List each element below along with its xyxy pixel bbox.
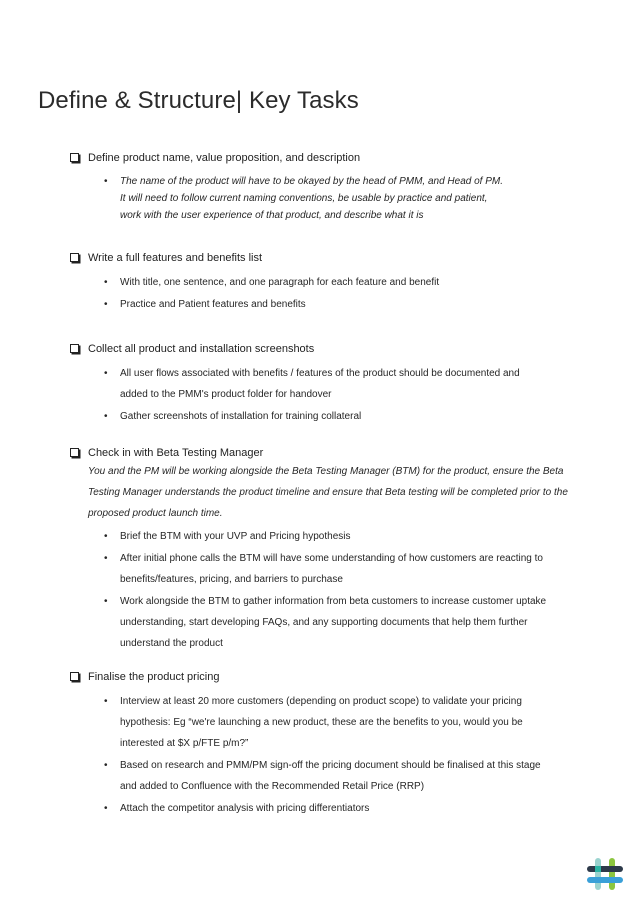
- section-heading-text: Collect all product and installation screenshots: [88, 343, 315, 355]
- bullet-list: [70, 272, 590, 315]
- section-heading-text: Finalise the product pricing: [88, 671, 220, 683]
- bullet-icon: •: [104, 553, 108, 564]
- section-heading: [70, 445, 590, 461]
- bullet-icon: •: [104, 176, 108, 187]
- list-item: work with the user experience of that product, and describe what it is: [120, 210, 424, 221]
- bullet-list: [70, 691, 590, 819]
- list-item: • With title, one sentence, and one paragraph for each feature and benefit: [70, 272, 590, 293]
- list-item: • Practice and Patient features and benefits: [70, 294, 590, 315]
- section-heading: [70, 341, 590, 357]
- bullet-icon: •: [104, 368, 108, 379]
- logo-bar-horizontal-top: [587, 866, 623, 872]
- bullet-icon: •: [104, 531, 108, 542]
- bullet-icon: •: [104, 411, 108, 422]
- list-item: It will need to follow current naming conventions, be usable by practice and patient,: [120, 193, 488, 204]
- bullet-icon: •: [104, 760, 108, 771]
- checkbox-icon: [70, 253, 79, 262]
- bullet-icon: •: [104, 596, 108, 607]
- list-item: interested at $X p/FTE p/m?”: [120, 738, 249, 749]
- bullet-list: [70, 526, 590, 654]
- list-item: added to the PMM's product folder for handover: [120, 389, 332, 400]
- list-item: • Based on research and PMM/PM sign-off the pricing document should be finalised at this stage: [70, 755, 590, 776]
- section-intro: You and the PM will be working alongside the Beta Testing Manager (BTM) for the product, ensure the Beta Testing Manager understands the product timeline and ensure that Beta testing will be completed prior to the proposed product launch time.: [88, 466, 568, 519]
- brand-logo-icon: [585, 856, 625, 892]
- bullet-icon: •: [104, 277, 108, 288]
- list-item: • Work alongside the BTM to gather information from beta customers to increase customer uptake: [70, 591, 590, 612]
- list-item: benefits/features, pricing, and barriers to purchase: [120, 574, 343, 585]
- list-item: and added to Confluence with the Recommended Retail Price (RRP): [120, 781, 425, 792]
- logo-overlap: [595, 866, 601, 872]
- bullet-icon: •: [104, 299, 108, 310]
- section-heading: [70, 669, 590, 685]
- bullet-list: [70, 363, 590, 427]
- bullet-icon: •: [104, 696, 108, 707]
- page-title: Define & Structure| Key Tasks: [38, 87, 359, 114]
- logo-bar-vertical-right: [609, 858, 615, 890]
- section-heading-text: Write a full features and benefits list: [88, 252, 263, 264]
- section-heading: [70, 250, 590, 266]
- list-item: • Interview at least 20 more customers (depending on product scope) to validate your pricing: [70, 691, 590, 712]
- list-item: • After initial phone calls the BTM will have some understanding of how customers are reacting to: [70, 548, 590, 569]
- bullet-list: [70, 173, 590, 224]
- logo-bar-vertical-left: [595, 858, 601, 890]
- task-section-screenshots: [70, 341, 590, 427]
- list-item: • All user flows associated with benefits / features of the product should be documented and: [70, 363, 590, 384]
- section-heading-text: Check in with Beta Testing Manager: [88, 447, 264, 459]
- section-heading: [70, 150, 590, 166]
- list-item: • The name of the product will have to be okayed by the head of PMM, and Head of PM.: [70, 173, 590, 190]
- list-item: understand the product: [120, 638, 223, 649]
- section-heading-text: Define product name, value proposition, and description: [88, 152, 361, 164]
- list-item: understanding, start developing FAQs, and any supporting documents that help them further: [120, 617, 528, 628]
- checkbox-icon: [70, 448, 79, 457]
- bullet-icon: •: [104, 803, 108, 814]
- logo-bar-horizontal-bottom: [587, 877, 623, 883]
- list-item: hypothesis: Eg “we're launching a new product, these are the benefits to you, would you be: [120, 717, 523, 728]
- list-item: • Gather screenshots of installation for training collateral: [70, 406, 590, 427]
- task-section-pricing: [70, 669, 590, 819]
- checkbox-icon: [70, 153, 79, 162]
- list-item: • Brief the BTM with your UVP and Pricing hypothesis: [70, 526, 590, 547]
- task-section-features: [70, 250, 590, 315]
- task-section-beta-testing: [70, 445, 590, 654]
- list-item: • Attach the competitor analysis with pricing differentiators: [70, 798, 590, 819]
- task-section-product-name: [70, 150, 590, 224]
- checkbox-icon: [70, 672, 79, 681]
- checkbox-icon: [70, 344, 79, 353]
